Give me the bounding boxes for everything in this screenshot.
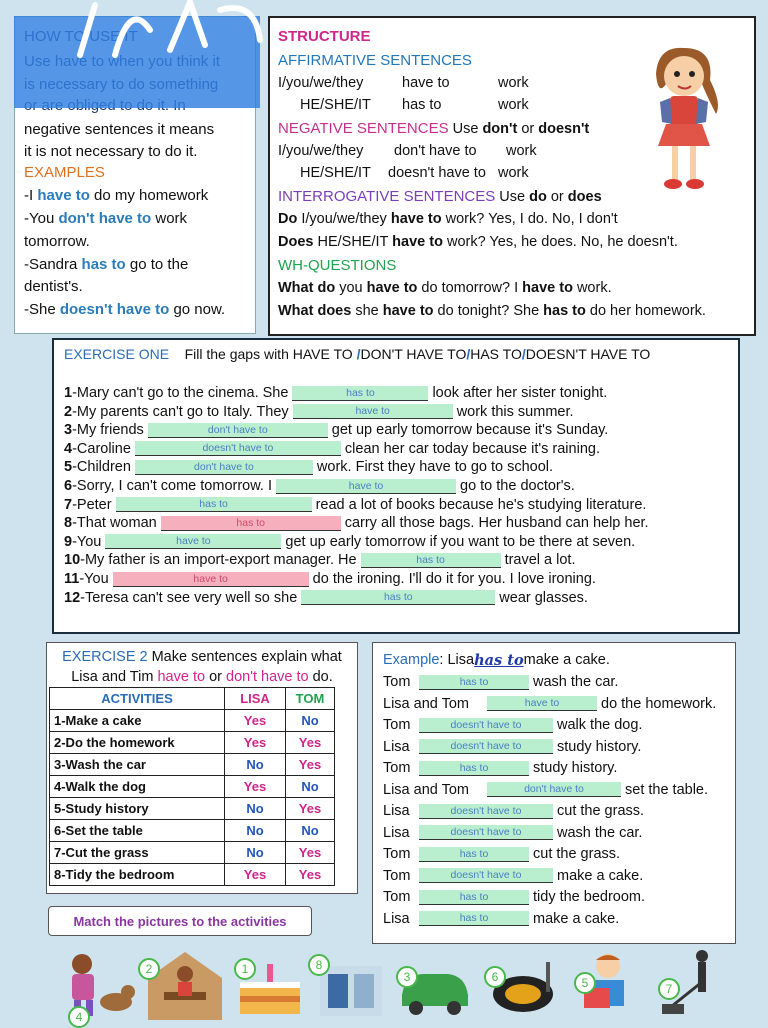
- activity-row: [50, 754, 335, 776]
- example-item: [383, 888, 645, 906]
- item-text: tidy the bedroom.: [533, 889, 646, 905]
- item-text: wash the car.: [533, 674, 619, 690]
- item-text: -That woman: [72, 515, 157, 532]
- answer-gap[interactable]: doesn't have to: [419, 868, 553, 883]
- item-text: make a cake.: [533, 910, 620, 927]
- exercise-one-item: [64, 440, 600, 458]
- activity-name: 8-Tidy the bedroom: [50, 864, 225, 886]
- how-to-use-line-5: it is not necessary to do it.: [24, 143, 198, 160]
- how-to-use-line-4: negative sentences it means: [24, 121, 215, 138]
- affirmative-row: HE/SHE/IT: [300, 97, 371, 113]
- item-text: wear glasses.: [499, 589, 588, 606]
- item-text: -Teresa can't see very well so she: [80, 589, 298, 606]
- answer-gap[interactable]: have to: [487, 696, 597, 711]
- example-item: [383, 845, 620, 863]
- answer-gap[interactable]: has to: [419, 911, 529, 926]
- subject: Tom: [383, 674, 411, 690]
- answer-gap[interactable]: have to: [293, 404, 453, 419]
- answer-gap[interactable]: has to: [301, 590, 495, 605]
- wh-row: What do you have to do tomorrow? I have to work.: [278, 280, 612, 296]
- lisa-cell: No: [225, 798, 286, 820]
- interrogative-title-row: INTERROGATIVE SENTENCES Use do or does: [278, 188, 602, 205]
- affirmative-verb: has to: [402, 97, 442, 113]
- item-number: 1: [64, 385, 73, 401]
- item-number: 4: [64, 440, 73, 457]
- item-text: -Mary can't go to the cinema. She: [72, 385, 289, 401]
- exercise-one-item: [64, 477, 575, 495]
- example-item: [383, 759, 617, 777]
- activity-row: [50, 710, 335, 732]
- handwritten-scribble: [20, 0, 270, 60]
- answer-gap[interactable]: has to: [116, 497, 312, 512]
- examples-heading: EXAMPLES: [24, 164, 105, 181]
- example-line: -She doesn't have to go now.: [24, 301, 226, 318]
- answer-gap[interactable]: doesn't have to: [419, 825, 553, 840]
- tom-cell: Yes: [286, 732, 335, 754]
- answer-gap[interactable]: has to: [419, 847, 529, 862]
- item-number: 12: [64, 589, 81, 606]
- activity-name: 7-Cut the grass: [50, 842, 225, 864]
- answer-gap[interactable]: doesn't have to: [419, 739, 553, 754]
- item-number: 3: [64, 422, 73, 439]
- item-text: -Caroline: [72, 440, 131, 457]
- wh-title: WH-QUESTIONS: [278, 257, 397, 274]
- example-item: [383, 802, 644, 820]
- negative-obj: work: [506, 143, 537, 159]
- lisa-cell: Yes: [225, 710, 286, 732]
- item-text: -You: [72, 533, 102, 550]
- example-item: [383, 867, 643, 885]
- picture-number: 8: [308, 954, 330, 976]
- pictures-strip: [52, 944, 742, 1024]
- answer-gap[interactable]: have to: [276, 479, 456, 494]
- item-text: look after her sister tonight.: [432, 385, 608, 401]
- item-text: walk the dog.: [557, 717, 643, 733]
- item-number: 10: [64, 552, 81, 569]
- subject: Lisa: [383, 738, 410, 755]
- subject: Lisa: [383, 824, 410, 841]
- answer-gap[interactable]: doesn't have to: [419, 804, 553, 819]
- tom-cell: Yes: [286, 842, 335, 864]
- item-number: 9: [64, 533, 73, 550]
- exercise-one-item: [64, 421, 608, 439]
- item-text: -You: [79, 571, 109, 587]
- exercise-one-panel: [52, 338, 740, 634]
- item-text: set the table.: [625, 781, 709, 798]
- activity-row: [50, 864, 335, 886]
- item-text: -Sorry, I can't come tomorrow. I: [72, 478, 272, 494]
- item-text: do the homework.: [601, 695, 717, 712]
- affirmative-title: AFFIRMATIVE SENTENCES: [278, 52, 472, 69]
- item-text: -Children: [72, 459, 131, 476]
- item-text: go to the doctor's.: [460, 478, 575, 494]
- subject: Tom: [383, 867, 411, 884]
- item-text: -Peter: [72, 496, 112, 513]
- exercise-one-item: [64, 514, 649, 532]
- item-text: -My friends: [72, 422, 144, 439]
- activity-row: [50, 776, 335, 798]
- item-number: 5: [64, 459, 73, 476]
- subject: Lisa: [383, 910, 410, 927]
- exercise-one-item: [64, 458, 553, 476]
- item-text: work this summer.: [456, 403, 574, 420]
- subject: Tom: [383, 889, 411, 905]
- activity-row: [50, 798, 335, 820]
- item-text: get up early tomorrow if you want to be there at seven.: [285, 533, 636, 550]
- structure-panel: [268, 16, 756, 336]
- answer-gap[interactable]: has to: [419, 761, 529, 776]
- picture-number: 7: [658, 978, 680, 1000]
- activity-name: 2-Do the homework: [50, 732, 225, 754]
- exercise-one-item: [64, 570, 596, 588]
- answer-gap[interactable]: doesn't have to: [419, 718, 553, 733]
- lisa-cell: Yes: [225, 776, 286, 798]
- example-line: Example : Lisa has to make a cake.: [383, 651, 610, 669]
- item-number: 7: [64, 496, 73, 513]
- subject: Lisa and Tom: [383, 781, 469, 798]
- example-item: [383, 824, 642, 842]
- picture-number: 3: [396, 966, 418, 988]
- lisa-cell: No: [225, 842, 286, 864]
- example-item: [383, 910, 619, 928]
- item-text: study history.: [533, 760, 618, 776]
- item-text: -My parents can't go to Italy. They: [72, 403, 289, 420]
- activity-name: 3-Wash the car: [50, 754, 225, 776]
- item-number: 6: [64, 478, 73, 494]
- answer-gap[interactable]: has to: [161, 516, 341, 531]
- lisa-cell: No: [225, 820, 286, 842]
- item-text: carry all those bags. Her husband can help her.: [344, 515, 649, 532]
- item-text: work. First they have to go to school.: [316, 459, 554, 476]
- picture-number: 4: [68, 1006, 90, 1028]
- exercise-one-title: EXERCISE ONE Fill the gaps with HAVE TO /DON'T HAVE TO/HAS TO/DOESN'T HAVE TO: [64, 346, 651, 362]
- answer-gap[interactable]: doesn't have to: [135, 441, 341, 456]
- affirmative-obj: work: [498, 97, 529, 113]
- exercise-one-item: [64, 403, 574, 421]
- activity-row: [50, 732, 335, 754]
- subject: Tom: [383, 846, 411, 862]
- item-text: cut the grass.: [557, 803, 645, 819]
- item-text: study history.: [557, 738, 642, 755]
- activity-name: 1-Make a cake: [50, 710, 225, 732]
- picture-number: 1: [234, 958, 256, 980]
- example-item: [383, 673, 618, 691]
- activities-table: [49, 687, 335, 886]
- affirmative-row: I/you/we/they: [278, 75, 364, 91]
- example-line: -I have to do my homework: [24, 187, 209, 204]
- item-number: 11: [64, 571, 80, 587]
- affirmative-verb: have to: [402, 75, 450, 91]
- wh-row: What does she have to do tonight? She has to do her homework.: [278, 303, 706, 319]
- interrogative-row: Do I/you/we/they have to work? Yes, I do. No, I don't: [278, 211, 618, 227]
- item-text: -My father is an import-export manager. He: [80, 552, 357, 569]
- col-activities: ACTIVITIES: [50, 688, 225, 710]
- exercise-one-item: [64, 533, 635, 551]
- exercise-two-panel: [46, 642, 358, 894]
- exercise-one-item: [64, 589, 588, 607]
- subject: Tom: [383, 760, 411, 776]
- exercise-one-item: [64, 496, 646, 514]
- picture-number: 6: [484, 966, 506, 988]
- lisa-cell: No: [225, 754, 286, 776]
- lisa-cell: Yes: [225, 864, 286, 886]
- tom-cell: Yes: [286, 798, 335, 820]
- activity-name: 4-Walk the dog: [50, 776, 225, 798]
- example-item: [383, 781, 708, 799]
- negative-obj: work: [498, 165, 529, 181]
- col-tom: TOM: [286, 688, 335, 710]
- exercise-two-heading: EXERCISE 2 Make sentences explain what Lisa and Tim have to or don't have to do.: [62, 649, 342, 685]
- girl-illustration: [636, 44, 728, 194]
- answer-gap[interactable]: have to: [113, 572, 309, 587]
- match-pictures-label: Match the pictures to the activities: [48, 906, 312, 936]
- tom-cell: No: [286, 776, 335, 798]
- activity-name: 5-Study history: [50, 798, 225, 820]
- negative-row: I/you/we/they: [278, 143, 364, 159]
- negative-row: HE/SHE/IT: [300, 165, 371, 181]
- activity-row: [50, 820, 335, 842]
- item-text: make a cake.: [557, 867, 644, 884]
- col-lisa: LISA: [225, 688, 286, 710]
- tom-cell: Yes: [286, 864, 335, 886]
- negative-verb: doesn't have to: [388, 165, 486, 181]
- item-text: read a lot of books because he's studying literature.: [315, 496, 647, 513]
- answer-gap[interactable]: has to: [361, 553, 501, 568]
- subject: Lisa and Tom: [383, 695, 469, 712]
- negative-verb: don't have to: [394, 143, 477, 159]
- item-number: 8: [64, 515, 73, 532]
- exercise-one-item: [64, 551, 575, 569]
- lisa-cell: Yes: [225, 732, 286, 754]
- exercise-one-item: [64, 384, 607, 402]
- activity-row: [50, 842, 335, 864]
- tom-cell: No: [286, 820, 335, 842]
- interrogative-row: Does HE/SHE/IT have to work? Yes, he does. No, he doesn't.: [278, 234, 678, 250]
- item-text: travel a lot.: [504, 552, 576, 569]
- item-text: clean her car today because it's raining.: [344, 440, 600, 457]
- tom-cell: No: [286, 710, 335, 732]
- item-text: wash the car.: [557, 824, 643, 841]
- picture-number: 5: [574, 972, 596, 994]
- example-item: [383, 738, 641, 756]
- example-item: [383, 695, 716, 713]
- example-panel: [372, 642, 736, 944]
- item-text: cut the grass.: [533, 846, 621, 862]
- example-line: dentist's.: [24, 278, 83, 295]
- example-item: [383, 716, 642, 734]
- answer-gap[interactable]: has to: [419, 890, 529, 905]
- answer-gap[interactable]: don't have to: [148, 423, 328, 438]
- answer-gap[interactable]: have to: [105, 534, 281, 549]
- item-text: get up early tomorrow because it's Sunday.: [331, 422, 609, 439]
- tom-cell: Yes: [286, 754, 335, 776]
- structure-title: STRUCTURE: [278, 28, 371, 45]
- affirmative-obj: work: [498, 75, 529, 91]
- answer-gap[interactable]: don't have to: [487, 782, 621, 797]
- subject: Tom: [383, 717, 411, 733]
- answer-gap[interactable]: don't have to: [135, 460, 313, 475]
- subject: Lisa: [383, 803, 410, 819]
- negative-title-row: NEGATIVE SENTENCES Use don't or doesn't: [278, 120, 590, 137]
- answer-gap[interactable]: has to: [419, 675, 529, 690]
- activity-name: 6-Set the table: [50, 820, 225, 842]
- answer-gap[interactable]: has to: [292, 386, 428, 401]
- example-line: tomorrow.: [24, 233, 90, 250]
- item-number: 2: [64, 403, 73, 420]
- picture-number: 2: [138, 958, 160, 980]
- item-text: do the ironing. I'll do it for you. I love ironing.: [312, 571, 596, 587]
- example-line: -Sandra has to go to the: [24, 256, 189, 273]
- example-line: -You don't have to work: [24, 210, 188, 227]
